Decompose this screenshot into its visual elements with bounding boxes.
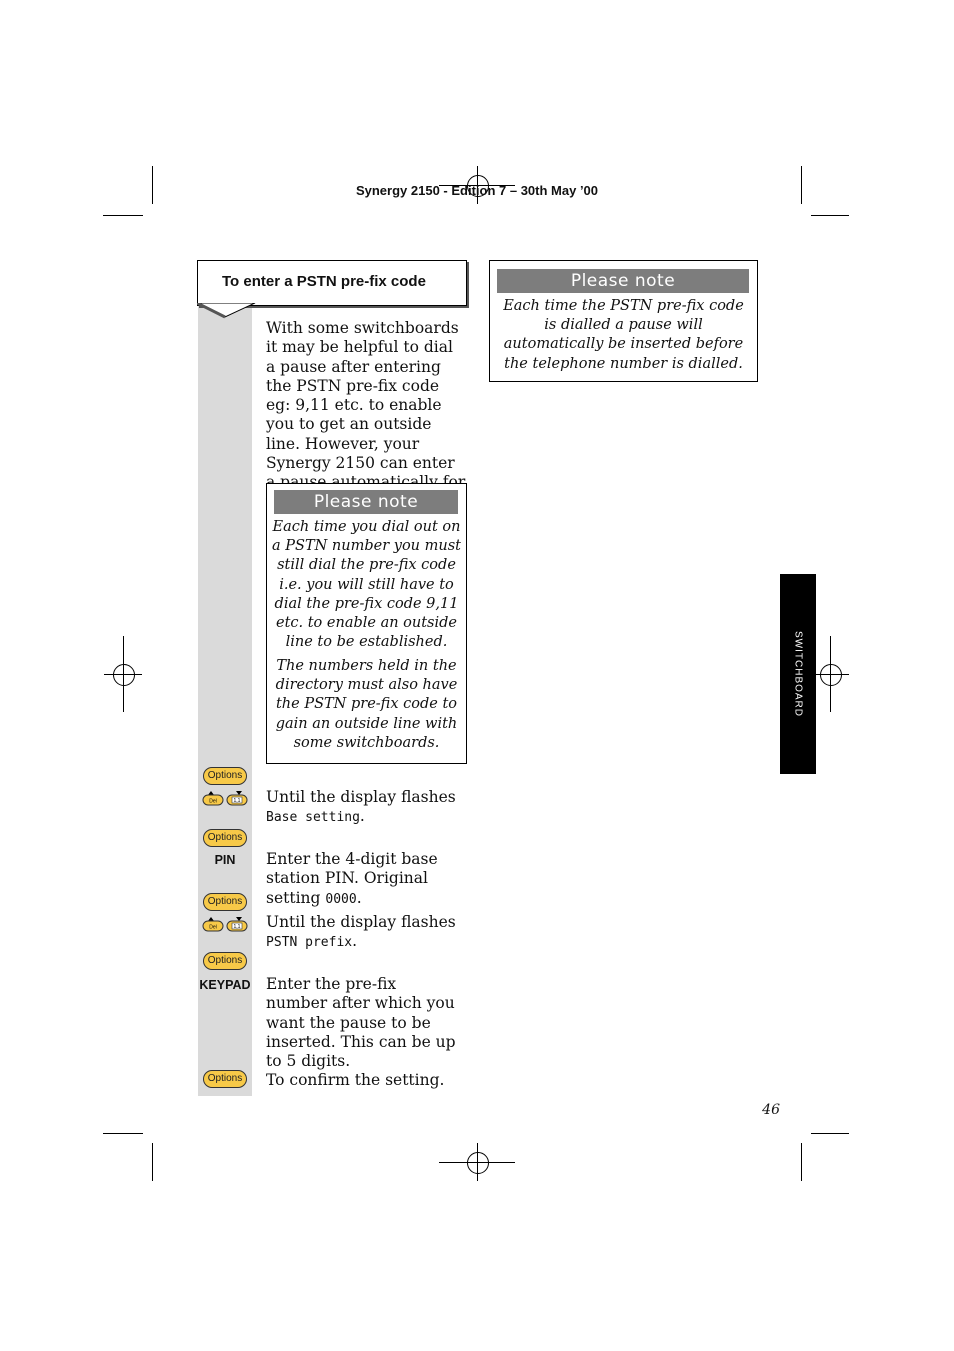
pin-key-label: PIN	[214, 853, 236, 867]
section-title-box	[197, 260, 467, 306]
registration-mark	[467, 1152, 489, 1174]
note-box-right	[489, 260, 758, 382]
note-box-left	[266, 483, 467, 764]
options-key-icon: Options	[203, 1070, 247, 1088]
step-instruction: Until the display flashes	[266, 913, 456, 931]
crop-mark	[811, 215, 849, 216]
svg-text:1,1: 1,1	[233, 798, 241, 804]
step-text: Enter the 4-digit base station PIN. Original setting 0000.	[266, 850, 438, 907]
display-text: Base setting	[266, 810, 360, 826]
options-key-icon: Options	[203, 829, 247, 847]
registration-mark	[113, 664, 135, 686]
note-paragraph: Each time you dial out on a PSTN number you must still dial the pre-fix code i.e. you will still have to dial the pre-fix code 9,11 etc. to enable an outside line to be established.	[272, 519, 461, 651]
options-key-icon: Options	[203, 952, 247, 970]
title-box-notch	[197, 303, 257, 323]
crop-mark	[103, 215, 143, 216]
crop-mark	[152, 1143, 153, 1181]
svg-text:Del: Del	[209, 924, 217, 931]
section-title: To enter a PSTN pre-fix code	[222, 273, 426, 290]
options-key-icon: Options	[203, 893, 247, 911]
step-text: Until the display flashes PSTN prefix.	[266, 913, 456, 951]
pin-value: 0000	[325, 891, 357, 907]
display-text: PSTN prefix	[266, 935, 353, 951]
intro-paragraph: With some switchboards it may be helpful to dial a pause after entering the PSTN pre-fix code eg: 9,11 etc. to enable you to get an outside line. However, your Synergy 2150 can enter	[266, 319, 459, 473]
options-key-icon: Options	[203, 767, 247, 785]
key-column	[198, 262, 252, 1096]
step-instruction: Until the display flashes	[266, 788, 456, 806]
step-text: Enter the pre-fix number after which you want the pause to be inserted. This can be up to 5 digits.	[266, 975, 456, 1071]
running-header: Synergy 2150 - Edition 7 – 30th May ’00	[355, 183, 599, 198]
scroll-keys-icon	[202, 916, 248, 932]
step-text: To confirm the setting.	[266, 1071, 445, 1089]
keypad-key-label: KEYPAD	[199, 978, 251, 992]
crop-mark	[103, 1133, 143, 1134]
scroll-keys-icon	[202, 790, 248, 806]
registration-mark	[820, 664, 842, 686]
section-tab-label: SWITCHBOARD	[792, 631, 804, 717]
note-heading: Please note	[497, 269, 749, 293]
step-text: Until the display flashes Base setting.	[266, 788, 456, 826]
note-paragraph: Each time the PSTN pre-fix code is dialled a pause will automatically be inserted before the telephone number is dialled.	[503, 298, 744, 372]
step-instruction: Enter the 4-digit base station PIN. Original setting	[266, 850, 438, 907]
svg-text:Del: Del	[209, 798, 217, 805]
page-number: 46	[762, 1102, 780, 1118]
svg-text:1,1: 1,1	[233, 924, 241, 930]
section-tab	[780, 574, 816, 774]
note-paragraph: The numbers held in the directory must also have the PSTN pre-fix code to gain an outside line with some switchboards.	[275, 658, 458, 751]
crop-mark	[811, 1133, 849, 1134]
note-heading: Please note	[274, 490, 458, 514]
crop-mark	[801, 1143, 802, 1181]
